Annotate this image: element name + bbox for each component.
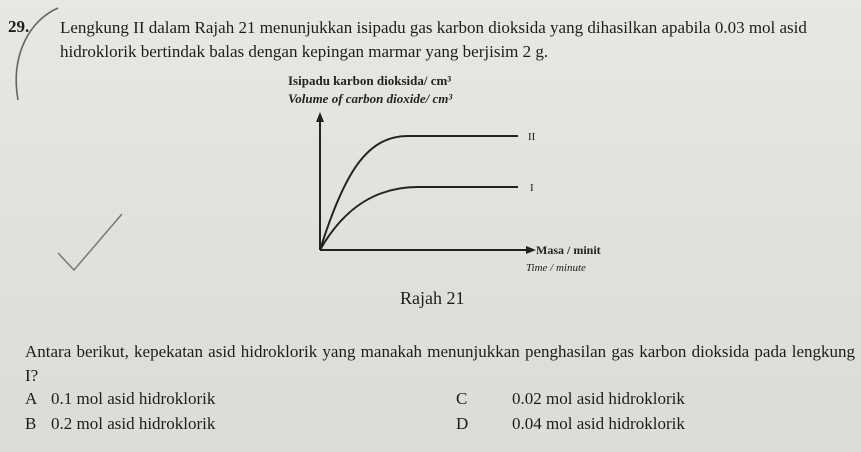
figure-caption: Rajah 21 bbox=[400, 288, 465, 308]
curve-I bbox=[320, 187, 518, 250]
y-axis-label-en: Volume of carbon dioxide/ cm³ bbox=[288, 91, 453, 106]
check-mark-icon bbox=[50, 208, 130, 278]
y-axis-arrow bbox=[316, 112, 324, 122]
question-number: 29. bbox=[8, 17, 30, 36]
option-b[interactable] bbox=[25, 414, 215, 434]
option-c[interactable] bbox=[456, 389, 685, 409]
x-axis-label-ms: Masa / minit bbox=[536, 243, 601, 257]
option-text: 0.04 mol asid hidroklorik bbox=[512, 414, 685, 433]
option-text: 0.2 mol asid hidroklorik bbox=[51, 414, 216, 433]
curve-II bbox=[320, 136, 518, 250]
option-letter: A bbox=[25, 389, 38, 408]
option-d[interactable] bbox=[456, 414, 685, 434]
option-letter: B bbox=[25, 414, 37, 433]
option-letter: D bbox=[456, 414, 469, 433]
x-axis-label-en: Time / minute bbox=[526, 262, 586, 274]
question-prompt: Antara berikut, kepekatan asid hidroklorik yang manakah menunjukkan penghasilan gas karbon dioksida pada lengkung I? bbox=[25, 342, 855, 385]
x-axis-arrow bbox=[526, 246, 536, 254]
option-text: 0.02 mol asid hidroklorik bbox=[512, 389, 685, 408]
option-letter: C bbox=[456, 389, 468, 408]
option-a[interactable] bbox=[25, 389, 215, 409]
volume-time-graph bbox=[280, 70, 640, 285]
y-axis-label-ms: Isipadu karbon dioksida/ cm³ bbox=[288, 73, 452, 88]
question-text: Lengkung II dalam Rajah 21 menunjukkan isipadu gas karbon dioksida yang dihasilkan apabila 0.03 mol asid hidroklorik bertindak balas dengan kepingan marmar yang berjisim 2 g. bbox=[60, 18, 807, 61]
curve-I-label: I bbox=[530, 182, 534, 194]
option-text: 0.1 mol asid hidroklorik bbox=[51, 389, 216, 408]
curve-II-label: II bbox=[528, 131, 536, 143]
